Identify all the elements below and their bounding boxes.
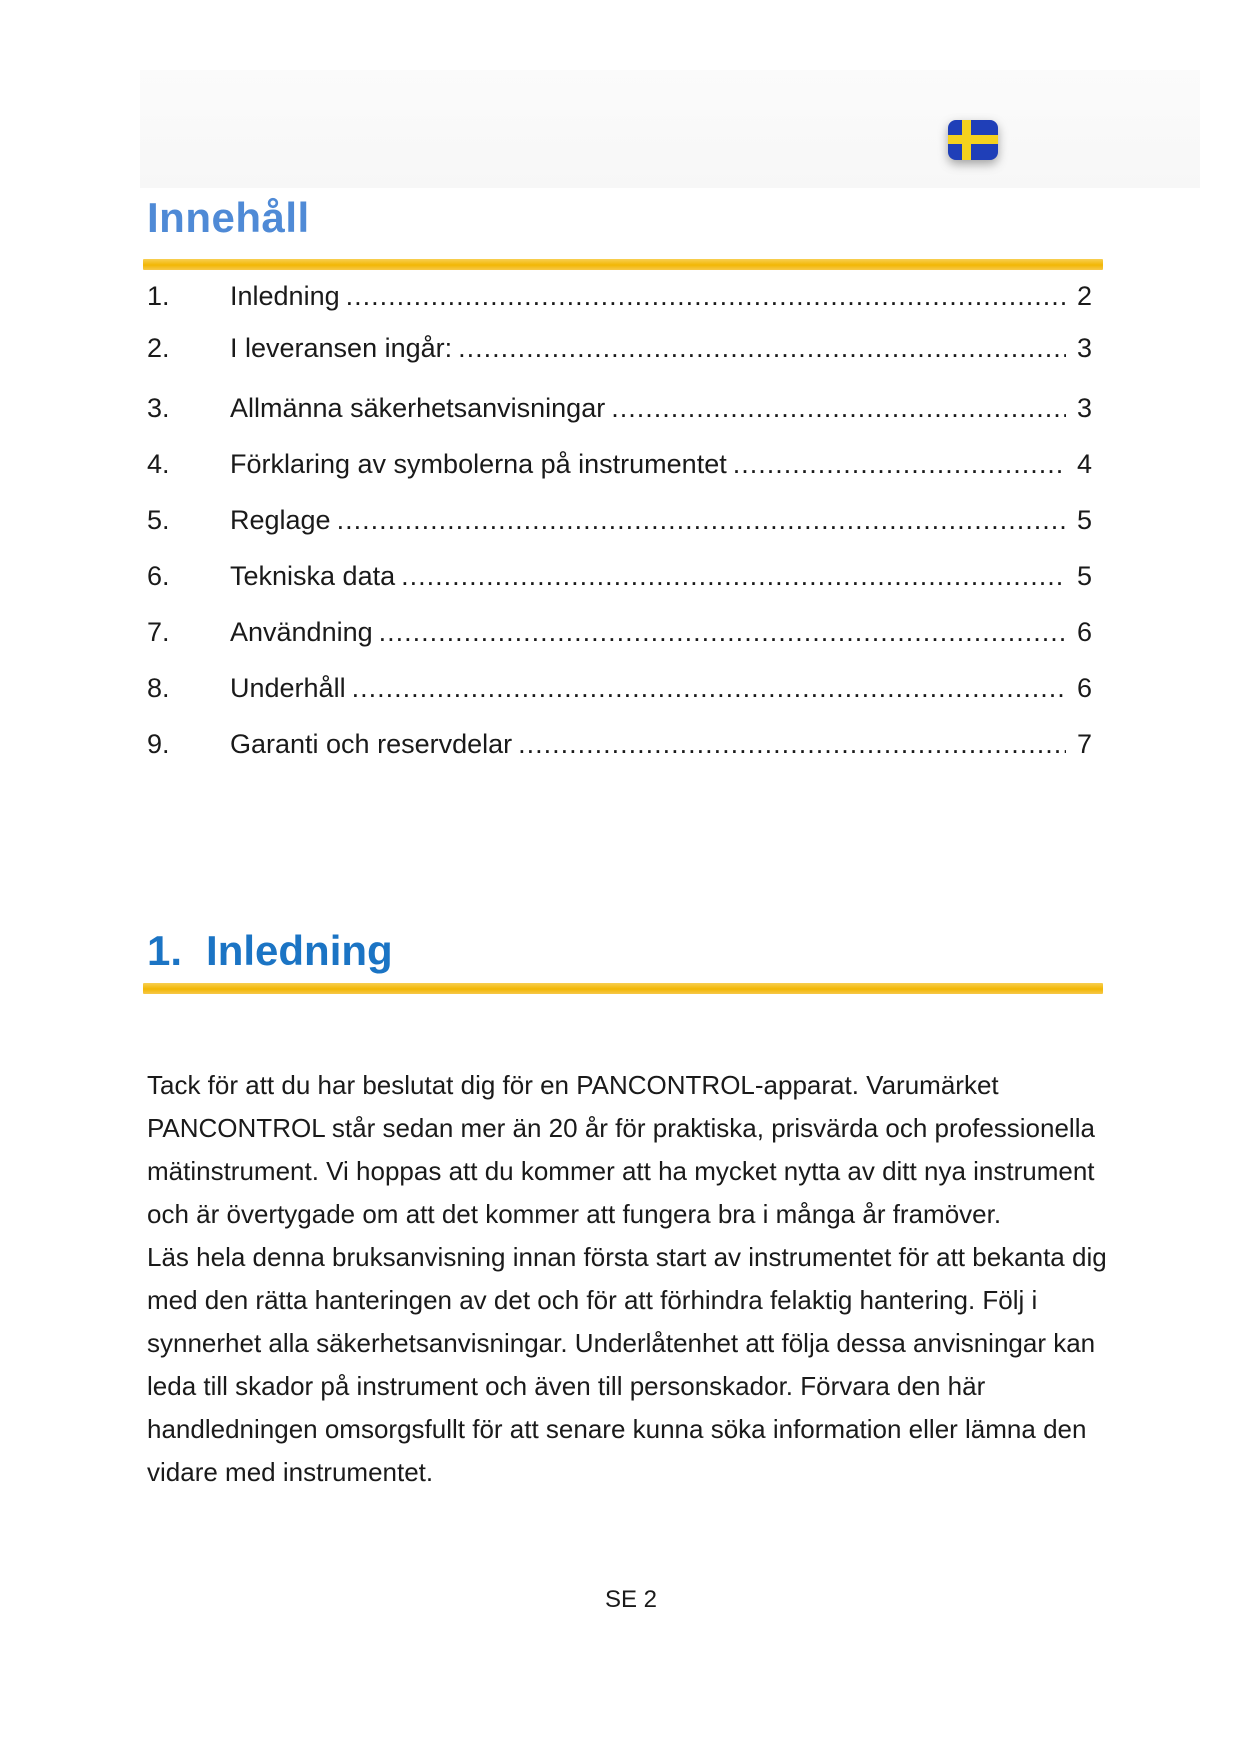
toc-leader-dots: [379, 612, 1066, 652]
toc-entry-number: 3.: [147, 393, 170, 423]
toc-leader-dots: [346, 276, 1066, 316]
toc-entry-inledning[interactable]: [147, 276, 1092, 316]
toc-entry-page: 4: [1076, 449, 1092, 479]
toc-entry-number: 7.: [147, 617, 170, 647]
body-paragraph: Tack för att du har beslutat dig för en PANCONTROL-apparat. Varumärket PANCONTROL står sedan mer än 20 år för praktiska, prisvärda och professionella mätinstrument. Vi hoppas att du kommer att ha mycket nytta av ditt nya instrument och är övertygade om att det kommer att fungera bra i många år framöver.: [147, 1070, 1095, 1229]
section-body: [147, 1064, 1107, 1494]
toc-leader-dots: [401, 556, 1066, 596]
toc-entry-reglage[interactable]: [147, 500, 1092, 540]
toc-title-rule: [143, 259, 1103, 270]
section-title: Inledning: [206, 927, 393, 974]
toc-entry-garanti[interactable]: [147, 724, 1092, 764]
toc-entry-anvandning[interactable]: [147, 612, 1092, 652]
toc-entry-number: 6.: [147, 561, 170, 591]
body-paragraph: Läs hela denna bruksanvisning innan första start av instrumentet för att bekanta dig med den rätta hanteringen av det och för att förhindra felaktig hantering. Följ i synnerhet alla säkerhetsanvisningar. Underlåtenhet att följa dessa anvisningar kan leda till skador på instrument och även till personskador. Förvara den här handledningen omsorgsfullt för att senare kunna söka information eller lämna den vidare med instrumentet.: [147, 1242, 1107, 1487]
toc-entry-label: Förklaring av symbolerna på instrumentet: [230, 449, 727, 479]
toc-entry-label: Inledning: [230, 281, 340, 311]
toc-entry-symboler[interactable]: [147, 444, 1092, 484]
toc-leader-dots: [337, 500, 1066, 540]
toc-entry-number: 2.: [147, 333, 170, 363]
toc-entry-label: Reglage: [230, 505, 331, 535]
toc-leader-dots: [733, 444, 1066, 484]
toc-entry-sakerhetsanvisningar[interactable]: [147, 388, 1092, 428]
flag-cross-horizontal: [948, 135, 998, 144]
toc-entry-page: 6: [1076, 673, 1092, 703]
page-number: SE 2: [604, 1586, 658, 1613]
toc-entry-tekniska-data[interactable]: [147, 556, 1092, 596]
toc-leader-dots: [611, 388, 1066, 428]
section-number: 1.: [147, 927, 183, 974]
toc-entry-page: 5: [1076, 561, 1092, 591]
section-title-rule: [143, 983, 1103, 994]
toc-entry-page: 5: [1076, 505, 1092, 535]
flag-cross-vertical: [962, 120, 971, 160]
toc-entry-page: 7: [1076, 729, 1092, 759]
toc-leader-dots: [518, 724, 1066, 764]
toc-entry-number: 8.: [147, 673, 170, 703]
toc-entry-page: 3: [1076, 333, 1092, 363]
toc-leader-dots: [352, 668, 1066, 708]
toc-entry-label: Användning: [230, 617, 373, 647]
toc-entry-number: 9.: [147, 729, 170, 759]
sweden-flag-icon: [948, 120, 998, 160]
toc-entry-page: 6: [1076, 617, 1092, 647]
toc-entry-label: I leveransen ingår:: [230, 333, 453, 363]
toc-entry-page: 2: [1076, 281, 1092, 311]
toc-entry-underhall[interactable]: [147, 668, 1092, 708]
toc-entry-label: Tekniska data: [230, 561, 396, 591]
header-band: [140, 70, 1200, 188]
toc-entry-label: Allmänna säkerhetsanvisningar: [230, 393, 606, 423]
toc-leader-dots: [458, 328, 1066, 368]
toc-entry-page: 3: [1076, 393, 1092, 423]
section-heading-inledning: [147, 925, 393, 977]
toc-entry-leveransen[interactable]: [147, 328, 1092, 368]
toc-entry-number: 4.: [147, 449, 170, 479]
toc-entry-number: 1.: [147, 281, 170, 311]
toc-entry-label: Garanti och reservdelar: [230, 729, 513, 759]
toc-entry-label: Underhåll: [230, 673, 346, 703]
toc-title: Innehåll: [147, 194, 310, 241]
toc-entry-number: 5.: [147, 505, 170, 535]
